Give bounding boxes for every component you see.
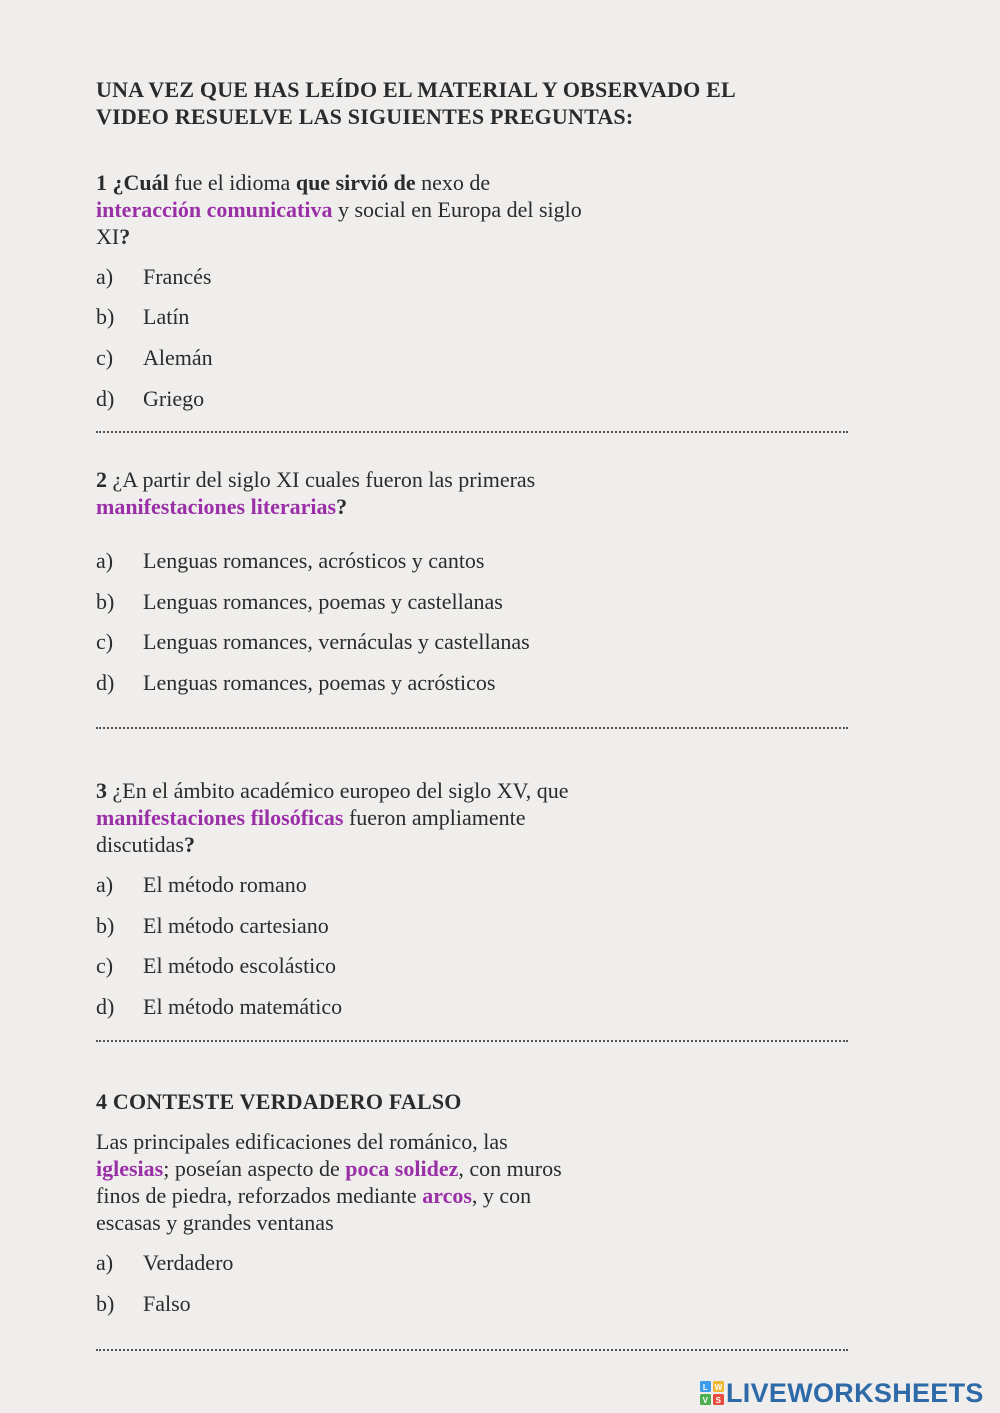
highlight-term: arcos [422, 1183, 472, 1208]
svg-text:L: L [702, 1383, 709, 1392]
svg-text:V: V [702, 1396, 709, 1405]
question-4-text: Las principales edificaciones del románico, las iglesias; poseían aspecto de poca solidez, con muros finos de piedra, reforzados mediante arcos, y con escasas y grandes ventanas [96, 1129, 562, 1235]
dotted-separator [96, 1349, 848, 1351]
question-1-option-c[interactable]: c) Alemán [96, 345, 213, 370]
highlight-term: manifestaciones filosóficas [96, 805, 344, 830]
question-2-number: 2 [96, 467, 107, 492]
worksheet-heading [96, 76, 856, 130]
question-1-option-b[interactable]: b) Latín [96, 304, 190, 329]
question-4-option-b[interactable]: b) Falso [96, 1291, 191, 1316]
question-3-option-d[interactable]: d) El método matemático [96, 994, 343, 1019]
dotted-separator [96, 431, 848, 433]
question-2-text: 2 ¿A partir del siglo XI cuales fueron las primeras manifestaciones literarias? [96, 467, 536, 519]
dotted-separator [96, 1040, 848, 1042]
liveworksheets-badge-icon [700, 1381, 724, 1405]
question-2-option-a[interactable]: a) Lenguas romances, acrósticos y cantos [96, 548, 485, 573]
question-3-number: 3 [96, 778, 107, 803]
svg-text:S: S [715, 1396, 722, 1405]
question-2-option-b[interactable]: b) Lenguas romances, poemas y castellanas [96, 589, 503, 614]
heading-line-2: VIDEO RESUELVE LAS SIGUIENTES PREGUNTAS: [96, 104, 634, 129]
highlight-term: poca solidez [345, 1156, 459, 1181]
dotted-separator [96, 727, 848, 729]
question-2-option-d[interactable]: d) Lenguas romances, poemas y acrósticos [96, 670, 496, 695]
heading-line-1: UNA VEZ QUE HAS LEÍDO EL MATERIAL Y OBSERVADO EL [96, 77, 736, 102]
question-4-title: 4 CONTESTE VERDADERO FALSO [96, 1089, 462, 1114]
question-3-option-a[interactable]: a) El método romano [96, 872, 307, 897]
question-3-option-b[interactable]: b) El método cartesiano [96, 913, 329, 938]
question-2-option-c[interactable]: c) Lenguas romances, vernáculas y castellanas [96, 629, 530, 654]
highlight-term: iglesias [96, 1156, 164, 1181]
svg-text:W: W [714, 1383, 723, 1392]
question-1-number: 1 ¿Cuál [96, 170, 169, 195]
question-1-option-a[interactable]: a) Francés [96, 264, 212, 289]
highlight-term: interacción comunicativa [96, 197, 333, 222]
liveworksheets-logo-text: LIVEWORKSHEETS [726, 1377, 984, 1408]
question-1-text: 1 ¿Cuál fue el idioma que sirvió de nexo de interacción comunicativa y social en Europa del siglo XI? [96, 170, 582, 249]
liveworksheets-logo [700, 1378, 984, 1408]
question-3-text: 3 ¿En el ámbito académico europeo del siglo XV, que manifestaciones filosóficas fueron ampliamente discutidas? [96, 778, 569, 857]
question-1-option-d[interactable]: d) Griego [96, 386, 205, 411]
highlight-term: manifestaciones literarias [96, 494, 337, 519]
question-3-option-c[interactable]: c) El método escolástico [96, 953, 337, 978]
question-4-option-a[interactable]: a) Verdadero [96, 1250, 234, 1275]
